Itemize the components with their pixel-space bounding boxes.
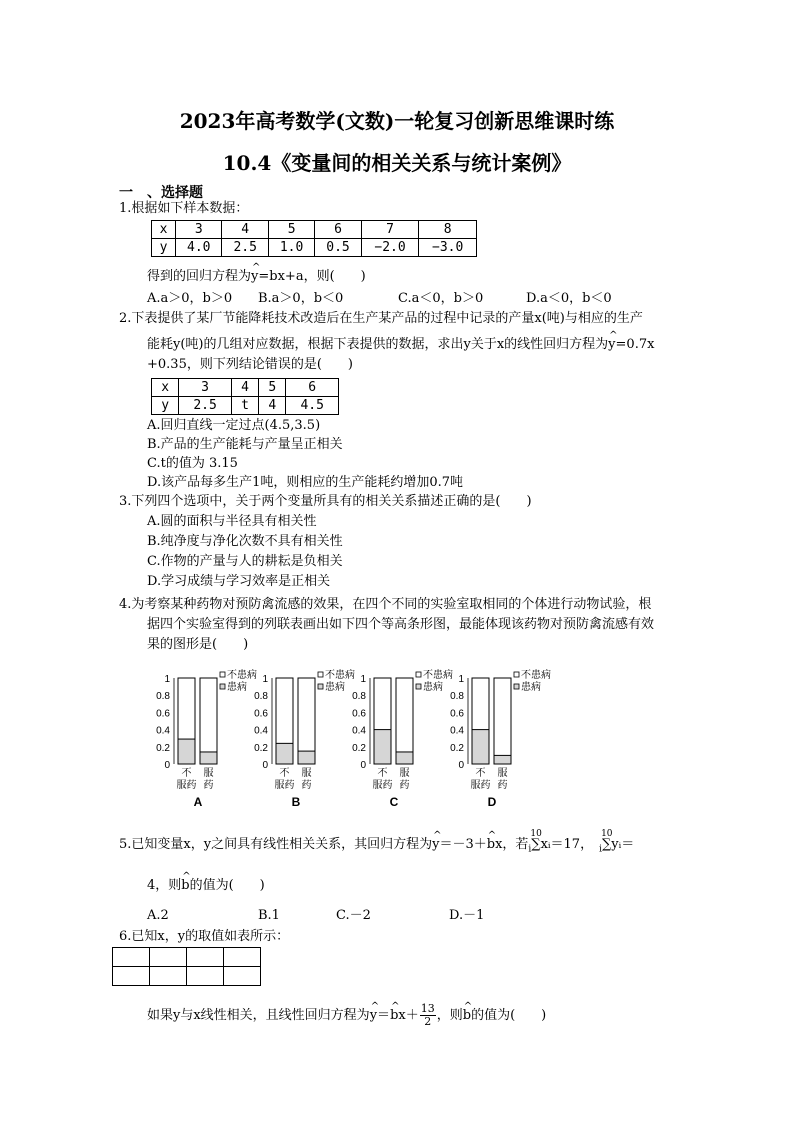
bar-ill xyxy=(178,739,195,764)
y-tick-label: 0.8 xyxy=(156,691,170,703)
y-tick-label: 0 xyxy=(164,760,170,771)
bar-ill xyxy=(374,730,391,764)
q3-option-b: B.纯净度与净化次数不具有相关性 xyxy=(147,534,343,549)
x-tick-label: 药 xyxy=(399,780,410,791)
table-cell: 4 xyxy=(222,221,268,239)
q1-option-c: C.a＜0，b＞0 xyxy=(398,291,484,306)
table-cell: 8 xyxy=(419,221,477,239)
table-cell: 3 xyxy=(179,379,232,397)
q5-line2: 4，则^ b的值为( ) xyxy=(147,877,265,895)
q5-option-d: D.－1 xyxy=(449,908,485,923)
y-tick-label: 0.8 xyxy=(450,691,464,703)
q2-line3: +0.35，则下列结论错误的是( ) xyxy=(147,357,353,372)
table-cell: 5 xyxy=(268,221,314,239)
y-tick-label: 0 xyxy=(262,760,268,771)
q5-option-a: A.2 xyxy=(147,908,169,923)
y-tick-label: 1 xyxy=(262,674,268,685)
legend-swatch-not-ill xyxy=(416,672,421,677)
table-row xyxy=(113,967,261,986)
q3-option-c: C.作物的产量与人的耕耘是负相关 xyxy=(147,554,343,569)
y-tick-label: 1 xyxy=(458,674,464,685)
q4-line2: 据四个实验室得到的列联表画出如下四个等高条形图，最能体现该药物对预防禽流感有效 xyxy=(147,617,655,632)
q4-line1: 4.为考察某种药物对预防禽流感的效果，在四个不同的实验室取相同的个体进行动物试验，根 xyxy=(119,597,652,612)
q5-option-b: B.1 xyxy=(258,908,280,923)
table-cell: 4 xyxy=(231,379,258,397)
table-cell: −3.0 xyxy=(419,239,477,257)
table-cell: x xyxy=(152,221,176,239)
table-row xyxy=(152,239,477,257)
table-row xyxy=(152,397,339,415)
sum-2: 10 $_i$∑yᵢ＝ xyxy=(599,829,635,855)
page-title: 2023年高考数学(文数)一轮复习创新思维课时练 xyxy=(179,109,615,133)
y-tick-label: 0.6 xyxy=(352,708,366,720)
q2-option-b: B.产品的生产能耗与产量呈正相关 xyxy=(147,437,343,452)
table-cell: 3 xyxy=(176,221,222,239)
legend-swatch-not-ill xyxy=(318,672,323,677)
table-cell: y xyxy=(152,397,179,415)
bar-ill xyxy=(472,730,489,764)
legend-label: 不患病 xyxy=(227,670,257,681)
q6-line: 如果y与x线性相关，且线性回归方程为^ y＝^ bx＋ $\frac{13}{2}$ ，则^ b的值为( ) xyxy=(147,1003,546,1028)
y-tick-label: 1 xyxy=(164,674,170,685)
table-cell: 6 xyxy=(286,379,339,397)
charts-area xyxy=(140,668,560,814)
legend-swatch-ill xyxy=(318,684,323,689)
table-cell: 2.5 xyxy=(179,397,232,415)
legend-swatch-not-ill xyxy=(220,672,225,677)
bar-not-ill xyxy=(200,678,217,764)
q5-option-c: C.－2 xyxy=(336,908,371,923)
q2-option-d: D.该产品每多生产1吨，则相应的生产能耗约增加0.7吨 xyxy=(147,475,464,490)
x-tick-label: 不 xyxy=(181,768,192,779)
y-tick-label: 0 xyxy=(360,760,366,771)
legend-swatch-ill xyxy=(220,684,225,689)
legend-label: 患病 xyxy=(325,682,345,693)
q1-stem: 1.根据如下样本数据： xyxy=(119,201,249,216)
y-tick-label: 0.8 xyxy=(254,691,268,703)
y-tick-label: 0.4 xyxy=(450,725,464,737)
table-cell: 5 xyxy=(259,379,286,397)
table-cell: 4.0 xyxy=(176,239,222,257)
table-cell: 4.5 xyxy=(286,397,339,415)
x-tick-label: 服 xyxy=(203,768,214,779)
x-tick-label: 服药 xyxy=(176,780,197,791)
bar-ill xyxy=(396,752,413,764)
chart-letter: C xyxy=(389,795,399,809)
x-tick-label: 服药 xyxy=(274,780,295,791)
table-cell: 2.5 xyxy=(222,239,268,257)
x-tick-label: 服药 xyxy=(372,780,393,791)
q3-stem: 3.下列四个选项中，关于两个变量所具有的相关关系描述正确的是( ) xyxy=(119,494,532,509)
x-tick-label: 药 xyxy=(497,780,508,791)
x-tick-label: 不 xyxy=(377,768,388,779)
y-tick-label: 0.2 xyxy=(450,742,464,754)
table-cell: t xyxy=(231,397,258,415)
section-heading: 一 、选择题 xyxy=(119,185,203,201)
bar-not-ill xyxy=(396,678,413,764)
sum-1: 10 $_i$∑xᵢ＝17， xyxy=(528,829,594,855)
y-tick-label: 0.6 xyxy=(450,708,464,720)
bar-ill xyxy=(298,751,315,764)
q2-option-c: C.t的值为 3.15 xyxy=(147,456,238,471)
q4-line3: 果的图形是( ) xyxy=(147,637,249,652)
q2-line2: 能耗y(吨)的几组对应数据，根据下表提供的数据，求出y关于x的线性回归方程为^ y=0.7x xyxy=(147,336,654,354)
table-row xyxy=(113,948,261,967)
y-tick-label: 0 xyxy=(458,760,464,771)
q2-line1: 2.下表提供了某厂节能降耗技术改造后在生产某产品的过程中记录的产量x(吨)与相应的生产 xyxy=(119,311,643,326)
q1-option-a: A.a＞0，b＞0 xyxy=(147,291,233,306)
q6-table xyxy=(112,947,261,986)
x-tick-label: 服 xyxy=(497,768,508,779)
chart-letter: B xyxy=(291,795,301,809)
bar-ill xyxy=(494,755,511,764)
legend-label: 不患病 xyxy=(325,670,355,681)
y-tick-label: 0.6 xyxy=(156,708,170,720)
table-cell: 4 xyxy=(259,397,286,415)
chart-letter: A xyxy=(193,795,203,809)
q2-table xyxy=(151,378,339,415)
table-row xyxy=(152,379,339,397)
x-tick-label: 药 xyxy=(301,780,312,791)
legend-label: 患病 xyxy=(227,682,247,693)
legend-label: 不患病 xyxy=(521,670,551,681)
q1-option-d: D.a＜0，b＜0 xyxy=(526,291,612,306)
bar-ill xyxy=(200,752,217,764)
q6-stem: 6.已知x，y的取值如表所示： xyxy=(119,929,290,944)
bar-ill xyxy=(276,743,293,764)
y-tick-label: 0.6 xyxy=(254,708,268,720)
table-cell: 6 xyxy=(315,221,361,239)
y-tick-label: 0.4 xyxy=(156,725,170,737)
q1-option-b: B.a＞0，b＜0 xyxy=(258,291,344,306)
x-tick-label: 服 xyxy=(301,768,312,779)
y-tick-label: 0.8 xyxy=(352,691,366,703)
x-tick-label: 不 xyxy=(475,768,486,779)
y-tick-label: 0.4 xyxy=(352,725,366,737)
chart-letter: D xyxy=(487,795,497,809)
table-cell: 1.0 xyxy=(268,239,314,257)
legend-swatch-ill xyxy=(514,684,519,689)
y-tick-label: 0.2 xyxy=(352,742,366,754)
y-tick-label: 0.2 xyxy=(254,742,268,754)
table-cell: 7 xyxy=(361,221,419,239)
legend-label: 患病 xyxy=(521,682,541,693)
y-tick-label: 1 xyxy=(360,674,366,685)
bar-charts xyxy=(140,668,560,814)
q2-option-a: A.回归直线一定过点(4.5,3.5) xyxy=(147,418,321,433)
legend-label: 患病 xyxy=(423,682,443,693)
legend-swatch-not-ill xyxy=(514,672,519,677)
q1-table xyxy=(151,220,477,257)
x-tick-label: 服药 xyxy=(470,780,491,791)
q3-option-d: D.学习成绩与学习效率是正相关 xyxy=(147,574,331,589)
table-cell: −2.0 xyxy=(361,239,419,257)
x-tick-label: 服 xyxy=(399,768,410,779)
q5-line1: 5.已知变量x，y之间具有线性相关关系，其回归方程为^ y＝－3＋^ bx，若 10 $_i$∑xᵢ＝17， 10 $_i$∑yᵢ＝ xyxy=(119,836,634,859)
table-cell: x xyxy=(152,379,179,397)
table-cell: y xyxy=(152,239,176,257)
q3-option-a: A.圆的面积与半径具有相关性 xyxy=(147,514,317,529)
legend-label: 不患病 xyxy=(423,670,453,681)
table-row xyxy=(152,221,477,239)
bar-not-ill xyxy=(494,678,511,764)
y-tick-label: 0.4 xyxy=(254,725,268,737)
legend-swatch-ill xyxy=(416,684,421,689)
y-tick-label: 0.2 xyxy=(156,742,170,754)
fraction: $\frac{13}{2}$ xyxy=(420,1002,435,1028)
page-subtitle: 10.4《变量间的相关关系与统计案例》 xyxy=(222,151,572,175)
x-tick-label: 药 xyxy=(203,780,214,791)
table-cell: 0.5 xyxy=(315,239,361,257)
x-tick-label: 不 xyxy=(279,768,290,779)
q1-line2: 得到的回归方程为^ y=bx+a，则( ) xyxy=(147,268,366,286)
